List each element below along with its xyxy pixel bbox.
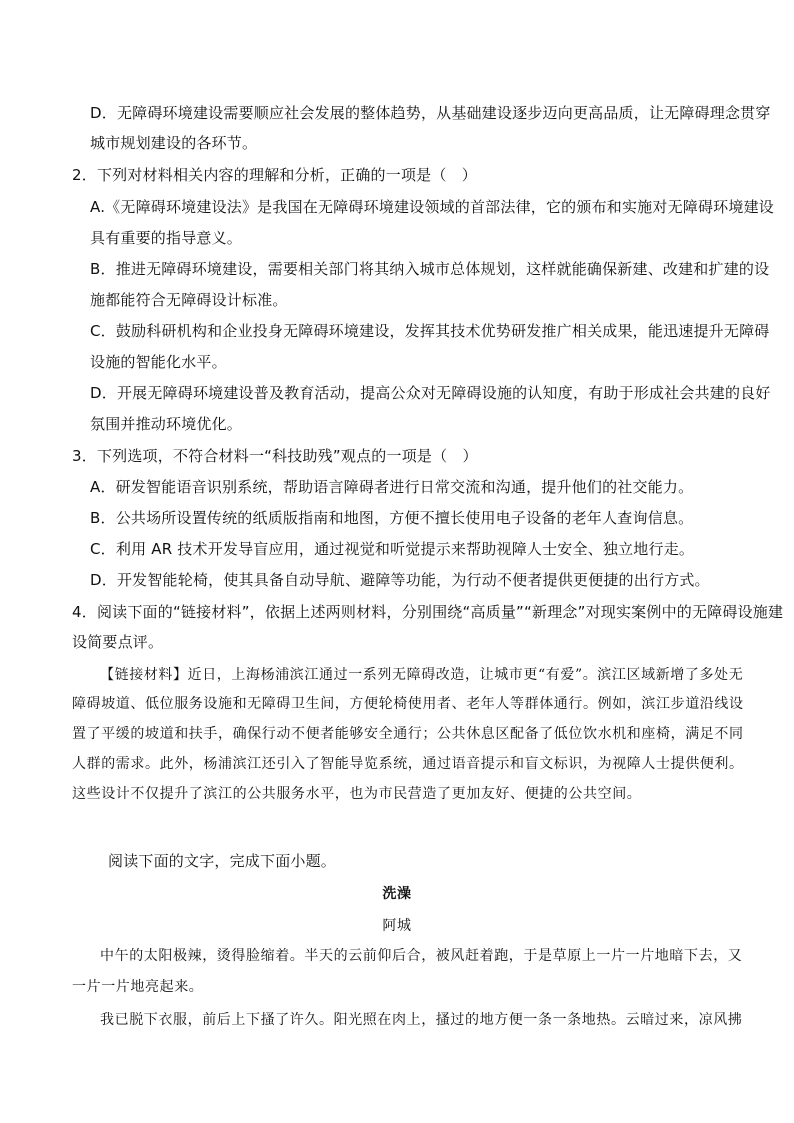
q2-option-a-line2: 具有重要的指导意义。 — [90, 229, 243, 247]
q2-option-b-line2: 施都能符合无障碍设计标准。 — [90, 291, 288, 309]
q2-option-a-line1: A.《无障碍环境建设法》是我国在无障碍环境建设领域的首部法律，它的颁布和实施对无障碍环境建设 — [90, 198, 774, 216]
link-material-line1: 【链接材料】近日，上海杨浦滨江通过一系列无障碍改造，让城市更“有爱”。滨江区域新增了多处无 — [100, 667, 744, 683]
reading-instruction: 阅读下面的文字，完成下面小题。 — [108, 852, 337, 870]
link-material-line3: 置了平缓的坡道和扶手，确保行动不便者能够安全通行；公共休息区配备了低位饮水机和座椅，满足不同 — [72, 726, 744, 742]
q2-option-b-line1: B．推进无障碍环境建设，需要相关部门将其纳入城市总体规划，这样就能确保新建、改建和扩建的设 — [90, 260, 770, 278]
passage-p1-line1: 中午的太阳极辣，烫得脸缩着。半天的云前仰后合，被风赶着跑，于是草原上一片一片地暗下去，又 — [100, 948, 743, 964]
link-material-line2: 障碍坡道、低位服务设施和无障碍卫生间，方便轮椅使用者、老年人等群体通行。例如，滨江步道沿线设 — [72, 696, 744, 712]
passage-author: 阿城 — [382, 918, 412, 934]
q2-stem: 2．下列对材料相关内容的理解和分析，正确的一项是（ ） — [72, 166, 477, 184]
q1-option-d-line2: 城市规划建设的各环节。 — [90, 134, 258, 152]
q4-stem-line1: 4．阅读下面的“链接材料”，依据上述两则材料，分别围绕“高质量”“新理念”对现实案例中的无障碍设施建 — [72, 603, 784, 621]
q2-option-c-line2: 设施的智能化水平。 — [90, 353, 227, 371]
passage-title: 洗澡 — [382, 886, 412, 902]
q2-option-c-line1: C．鼓励科研机构和企业投身无障碍环境建设，发挥其技术优势研发推广相关成果，能迅速提升无障碍 — [90, 322, 770, 340]
q2-option-d-line2: 氛围并推动环境优化。 — [90, 415, 243, 433]
q3-stem: 3．下列选项，不符合材料一“科技助残”观点的一项是（ ） — [72, 447, 478, 465]
q3-option-a: A．研发智能语音识别系统，帮助语言障碍者进行日常交流和沟通，提升他们的社交能力。 — [90, 478, 694, 496]
q2-option-d-line1: D．开展无障碍环境建设普及教育活动，提高公众对无障碍设施的认知度，有助于形成社会共建的良好 — [90, 384, 771, 402]
q3-option-c: C．利用 AR 技术开发导盲应用，通过视觉和听觉提示来帮助视障人士安全、独立地行走。 — [90, 540, 695, 558]
q1-option-d-line1: D．无障碍环境建设需要顺应社会发展的整体趋势，从基础建设逐步迈向更高品质，让无障碍理念贯穿 — [90, 104, 771, 122]
q3-option-d: D．开发智能轮椅，使其具备自动导航、避障等功能，为行动不便者提供更便捷的出行方式。 — [90, 571, 710, 589]
link-material-line5: 这些设计不仅提升了滨江的公共服务水平，也为市民营造了更加友好、便捷的公共空间。 — [72, 786, 642, 802]
passage-p1-line2: 一片一片地亮起来。 — [72, 979, 204, 995]
q3-option-b: B．公共场所设置传统的纸质版指南和地图，方便不擅长使用电子设备的老年人查询信息。 — [90, 509, 694, 527]
q4-stem-line2: 设简要点评。 — [72, 633, 164, 651]
passage-p2-line1: 我已脱下衣服，前后上下搔了许久。阳光照在肉上，搔过的地方便一条一条地热。云暗过来，凉风拂 — [100, 1012, 743, 1028]
link-material-line4: 人群的需求。此外，杨浦滨江还引入了智能导览系统，通过语音提示和盲文标识，为视障人士提供便利。 — [72, 756, 744, 772]
